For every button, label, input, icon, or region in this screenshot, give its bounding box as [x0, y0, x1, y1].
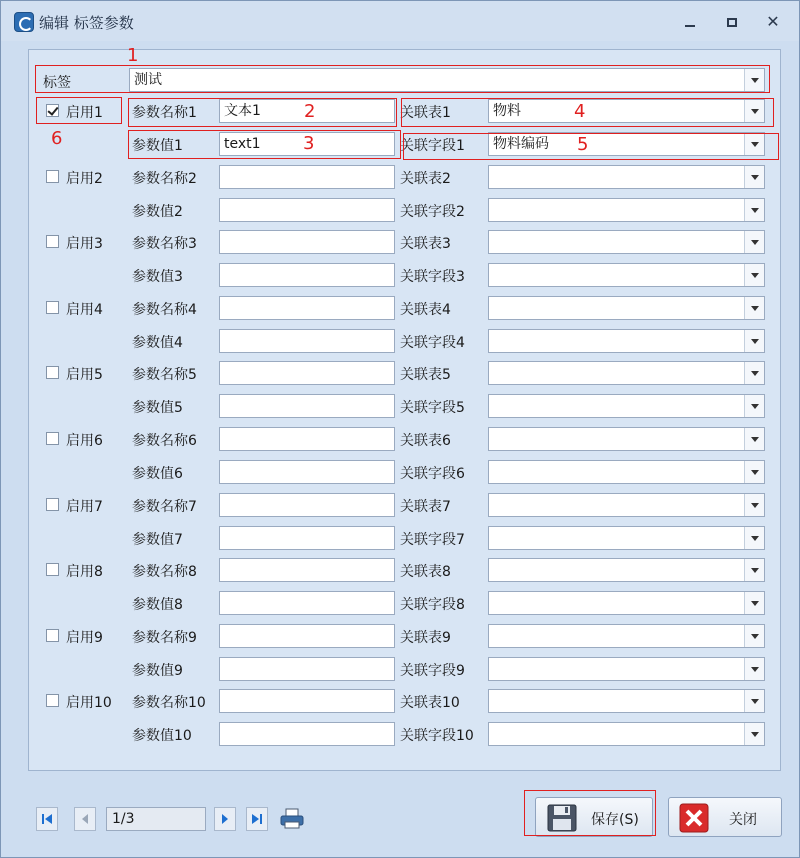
related-table-combo-7[interactable] — [488, 493, 765, 517]
related-table-dropdown-icon-8[interactable] — [744, 559, 764, 581]
annotation-number-4: 4 — [574, 101, 586, 122]
param-value-input-9[interactable] — [219, 657, 395, 681]
param-name-label-7: 参数名称7 — [132, 499, 197, 515]
enable-label-6: 启用6 — [66, 433, 103, 449]
page-indicator[interactable]: 1/3 — [106, 807, 206, 831]
enable-checkbox-2[interactable] — [46, 170, 59, 183]
enable-checkbox-3[interactable] — [46, 235, 59, 248]
annotation-number-2: 2 — [304, 101, 316, 122]
label-combo-value: 测试 — [134, 72, 162, 88]
related-field-label-10: 关联字段10 — [400, 728, 474, 744]
annotation-box-5 — [403, 133, 779, 160]
related-table-dropdown-icon-3[interactable] — [744, 231, 764, 253]
param-value-input-1[interactable]: text1 — [219, 132, 395, 156]
param-name-label-8: 参数名称8 — [132, 564, 197, 580]
related-table-label-9: 关联表9 — [400, 630, 451, 646]
enable-label-3: 启用3 — [66, 236, 103, 252]
related-table-label-10: 关联表10 — [400, 695, 460, 711]
related-table-combo-8[interactable] — [488, 558, 765, 582]
related-field-dropdown-icon-8[interactable] — [744, 592, 764, 614]
related-field-label-5: 关联字段5 — [400, 400, 465, 416]
enable-checkbox-8[interactable] — [46, 563, 59, 576]
window-title: 编辑 标签参数 — [39, 14, 134, 32]
related-table-label-2: 关联表2 — [400, 171, 451, 187]
annotation-box-2 — [128, 98, 397, 127]
param-name-label-10: 参数名称10 — [132, 695, 206, 711]
enable-checkbox-7[interactable] — [46, 498, 59, 511]
related-field-label-9: 关联字段9 — [400, 663, 465, 679]
annotation-number-3: 3 — [303, 133, 315, 154]
related-field-dropdown-icon-3[interactable] — [744, 264, 764, 286]
param-name-label-2: 参数名称2 — [132, 171, 197, 187]
maximize-icon — [727, 18, 737, 27]
minimize-icon — [685, 25, 695, 27]
related-table-label-3: 关联表3 — [400, 236, 451, 252]
param-name-label-9: 参数名称9 — [132, 630, 197, 646]
related-field-dropdown-icon-6[interactable] — [744, 461, 764, 483]
related-field-dropdown-icon-9[interactable] — [744, 658, 764, 680]
related-field-label-7: 关联字段7 — [400, 532, 465, 548]
related-field-dropdown-icon-5[interactable] — [744, 395, 764, 417]
prev-page-icon — [75, 808, 95, 830]
related-table-label-5: 关联表5 — [400, 367, 451, 383]
related-field-combo-2[interactable] — [488, 198, 765, 222]
enable-label-1: 启用1 — [66, 105, 103, 121]
label-caption: 标签 — [43, 75, 71, 91]
related-table-dropdown-icon-10[interactable] — [744, 690, 764, 712]
param-value-label-6: 参数值6 — [132, 466, 183, 482]
last-page-icon — [247, 808, 267, 830]
printer-icon — [279, 807, 305, 831]
param-name-label-1: 参数名称1 — [132, 105, 197, 121]
related-field-label-8: 关联字段8 — [400, 597, 465, 613]
param-name-input-4[interactable] — [219, 296, 395, 320]
related-field-label-2: 关联字段2 — [400, 204, 465, 220]
param-value-label-8: 参数值8 — [132, 597, 183, 613]
save-button-label: 保存(S) — [591, 812, 639, 828]
param-value-label-7: 参数值7 — [132, 532, 183, 548]
param-name-input-8[interactable] — [219, 558, 395, 582]
related-table-value-1: 物料 — [493, 103, 521, 119]
enable-label-5: 启用5 — [66, 367, 103, 383]
param-value-input-8[interactable] — [219, 591, 395, 615]
related-table-label-1: 关联表1 — [400, 105, 451, 121]
param-value-input-6[interactable] — [219, 460, 395, 484]
annotation-number-5: 5 — [577, 134, 589, 155]
param-name-input-1[interactable]: 文本1 — [219, 99, 395, 123]
related-table-dropdown-icon-5[interactable] — [744, 362, 764, 384]
related-field-dropdown-icon-10[interactable] — [744, 723, 764, 745]
related-field-combo-6[interactable] — [488, 460, 765, 484]
annotation-box-save — [524, 790, 656, 836]
prev-page-button[interactable] — [74, 807, 96, 831]
enable-label-2: 启用2 — [66, 171, 103, 187]
related-field-combo-9[interactable] — [488, 657, 765, 681]
related-table-label-4: 关联表4 — [400, 302, 451, 318]
enable-checkbox-10[interactable] — [46, 694, 59, 707]
related-field-combo-4[interactable] — [488, 329, 765, 353]
annotation-number-6: 6 — [51, 128, 63, 149]
related-table-combo-10[interactable] — [488, 689, 765, 713]
param-value-label-1: 参数值1 — [132, 138, 183, 154]
param-name-label-4: 参数名称4 — [132, 302, 197, 318]
annotation-box-4 — [401, 98, 774, 127]
related-table-combo-5[interactable] — [488, 361, 765, 385]
annotation-number-1: 1 — [127, 45, 139, 66]
annotation-box-1 — [35, 65, 770, 93]
minimize-button[interactable] — [678, 11, 702, 33]
related-table-label-6: 关联表6 — [400, 433, 451, 449]
first-page-button[interactable] — [36, 807, 58, 831]
param-value-label-9: 参数值9 — [132, 663, 183, 679]
param-value-input-10[interactable] — [219, 722, 395, 746]
related-field-label-1: 关联字段1 — [400, 138, 465, 154]
param-name-input-2[interactable] — [219, 165, 395, 189]
related-table-combo-4[interactable] — [488, 296, 765, 320]
param-name-input-9[interactable] — [219, 624, 395, 648]
param-value-input-4[interactable] — [219, 329, 395, 353]
enable-checkbox-4[interactable] — [46, 301, 59, 314]
related-field-label-3: 关联字段3 — [400, 269, 465, 285]
related-table-combo-3[interactable] — [488, 230, 765, 254]
related-field-combo-8[interactable] — [488, 591, 765, 615]
related-table-dropdown-icon-9[interactable] — [744, 625, 764, 647]
related-table-dropdown-icon-6[interactable] — [744, 428, 764, 450]
param-value-input-7[interactable] — [219, 526, 395, 550]
param-name-input-6[interactable] — [219, 427, 395, 451]
param-name-label-3: 参数名称3 — [132, 236, 197, 252]
param-name-input-3[interactable] — [219, 230, 395, 254]
enable-label-8: 启用8 — [66, 564, 103, 580]
close-button[interactable] — [668, 797, 782, 837]
param-name-input-7[interactable] — [219, 493, 395, 517]
next-page-button[interactable] — [214, 807, 236, 831]
enable-checkbox-9[interactable] — [46, 629, 59, 642]
close-icon: ✕ — [766, 12, 780, 31]
related-table-combo-6[interactable] — [488, 427, 765, 451]
related-field-label-6: 关联字段6 — [400, 466, 465, 482]
related-field-combo-7[interactable] — [488, 526, 765, 550]
close-button-label: 关闭 — [729, 812, 757, 828]
first-page-icon — [37, 808, 57, 830]
related-field-dropdown-icon-4[interactable] — [744, 330, 764, 352]
related-field-combo-3[interactable] — [488, 263, 765, 287]
close-x-icon — [679, 803, 709, 833]
related-field-label-4: 关联字段4 — [400, 335, 465, 351]
related-table-label-7: 关联表7 — [400, 499, 451, 515]
param-value-input-5[interactable] — [219, 394, 395, 418]
param-name-input-5[interactable] — [219, 361, 395, 385]
enable-label-4: 启用4 — [66, 302, 103, 318]
enable-label-9: 启用9 — [66, 630, 103, 646]
annotation-box-3 — [128, 130, 401, 159]
next-page-icon — [215, 808, 235, 830]
enable-checkbox-5[interactable] — [46, 366, 59, 379]
related-table-combo-9[interactable] — [488, 624, 765, 648]
related-field-combo-5[interactable] — [488, 394, 765, 418]
related-field-dropdown-icon-2[interactable] — [744, 199, 764, 221]
param-value-label-2: 参数值2 — [132, 204, 183, 220]
param-name-label-5: 参数名称5 — [132, 367, 197, 383]
related-table-dropdown-icon-4[interactable] — [744, 297, 764, 319]
last-page-button[interactable] — [246, 807, 268, 831]
enable-checkbox-6[interactable] — [46, 432, 59, 445]
param-value-input-3[interactable] — [219, 263, 395, 287]
related-field-value-1: 物料编码 — [493, 136, 549, 152]
annotation-box-6 — [36, 97, 122, 124]
maximize-button[interactable] — [720, 11, 744, 33]
param-value-label-10: 参数值10 — [132, 728, 192, 744]
param-name-label-6: 参数名称6 — [132, 433, 197, 449]
app-icon — [14, 12, 34, 32]
related-table-dropdown-icon-2[interactable] — [744, 166, 764, 188]
related-table-label-8: 关联表8 — [400, 564, 451, 580]
related-field-combo-10[interactable] — [488, 722, 765, 746]
title-bar — [1, 1, 799, 41]
param-value-label-5: 参数值5 — [132, 400, 183, 416]
param-value-label-4: 参数值4 — [132, 335, 183, 351]
param-value-label-3: 参数值3 — [132, 269, 183, 285]
print-button[interactable] — [279, 807, 305, 831]
enable-label-10: 启用10 — [66, 695, 112, 711]
related-table-dropdown-icon-7[interactable] — [744, 494, 764, 516]
close-window-button[interactable] — [761, 11, 785, 33]
related-field-dropdown-icon-7[interactable] — [744, 527, 764, 549]
param-name-input-10[interactable] — [219, 689, 395, 713]
related-table-combo-2[interactable] — [488, 165, 765, 189]
enable-label-7: 启用7 — [66, 499, 103, 515]
param-value-input-2[interactable] — [219, 198, 395, 222]
